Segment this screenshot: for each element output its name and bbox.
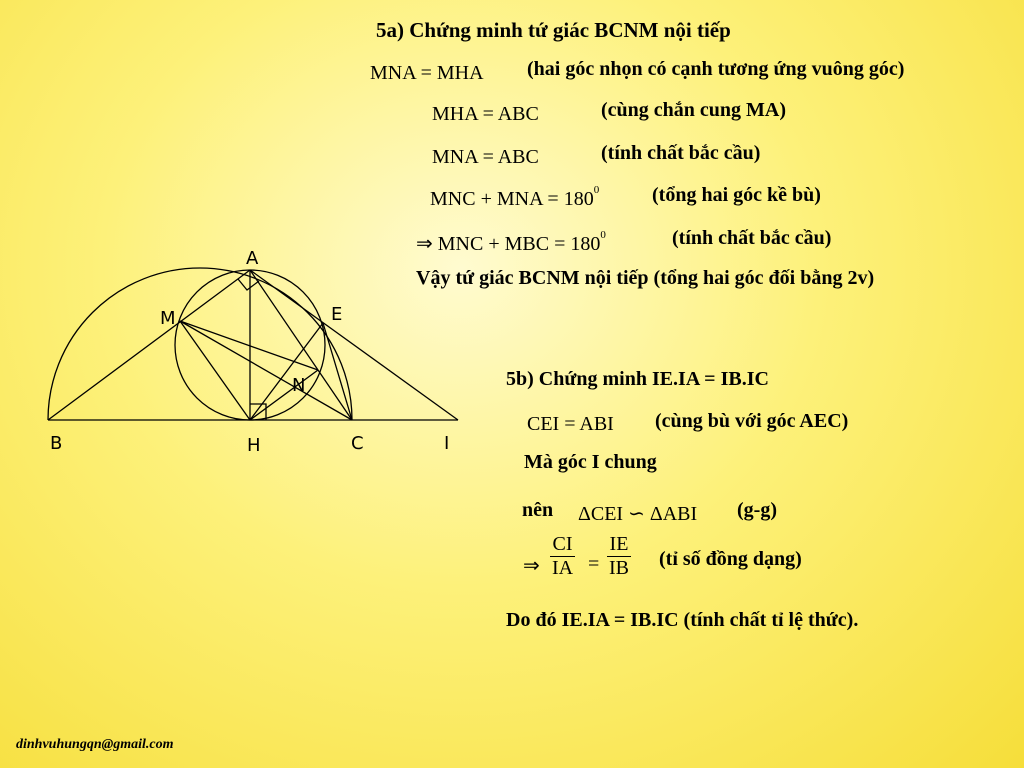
part-a-title: 5a) Chứng minh tứ giác BCNM nội tiếp [376,18,731,42]
label-h: H [247,435,261,456]
fraction-ci-ia [550,533,575,580]
part-b-step-1-formula: CEI = ABI [527,413,614,435]
step-2-reason: (cùng chắn cung MA) [601,99,787,121]
part-b-step-4-reason: (tỉ số đồng dạng) [659,548,802,570]
step-4-degree: 0 [593,184,600,197]
label-m: M [160,308,176,329]
step-1-formula: MNA = MHA [370,62,484,84]
step-5-reason: (tính chất bắc cầu) [672,227,832,249]
fraction-ie-ib [607,533,631,580]
step-3-formula: MNA = ABC [432,146,539,168]
geometry-figure [0,240,480,470]
segment-ba [48,270,250,420]
part-b-step-3-prefix: nên [522,499,554,521]
part-b-step-3-reason: (g-g) [737,499,777,521]
part-b-step-1-reason: (cùng bù với góc AEC) [655,410,849,432]
segment-mn [180,321,318,370]
fraction-ie-ib-denominator: IB [609,557,629,579]
step-3-reason: (tính chất bắc cầu) [601,142,761,164]
step-2-formula: MHA = ABC [432,103,539,125]
step-4-reason: (tổng hai góc kề bù) [652,184,821,206]
step-5-degree: 0 [600,229,606,242]
part-b-step-3-formula: ΔCEI ∽ ΔABI [578,503,698,525]
step-1-reason: (hai góc nhọn có cạnh tương ứng vuông góc) [527,58,905,80]
label-a: A [246,248,259,269]
fraction-equals: = [588,553,600,575]
step-4-formula-text: MNC + MNA = 180 [430,188,594,210]
label-i: I [444,433,450,454]
part-b-title: 5b) Chứng minh IE.IA = IB.IC [506,368,769,390]
label-n: N [292,375,306,396]
fraction-ie-ib-numerator: IE [607,533,631,557]
step-5-formula-text: MNC + MBC = 180 [437,233,601,255]
footer-email: dinhvuhungqn@gmail.com [16,737,174,752]
part-a-conclusion: Vậy tứ giác BCNM nội tiếp (tổng hai góc đối bằng 2v) [416,267,875,289]
label-c: C [351,433,364,454]
step-4-formula [430,184,600,211]
segment-ac [250,270,352,420]
part-b-implies-arrow: ⇒ [523,555,540,577]
segment-he [250,323,323,420]
label-e: E [331,304,343,325]
implies-arrow: ⇒ [416,233,433,255]
part-b-step-2: Mà góc I chung [524,451,657,473]
part-b-conclusion: Do đó IE.IA = IB.IC (tính chất tỉ lệ thức). [506,609,859,631]
fraction-ci-ia-numerator: CI [550,533,575,557]
right-angle-a [238,279,259,290]
segment-mh [180,321,250,420]
fraction-ci-ia-denominator: IA [552,557,574,579]
label-b: B [50,433,63,454]
